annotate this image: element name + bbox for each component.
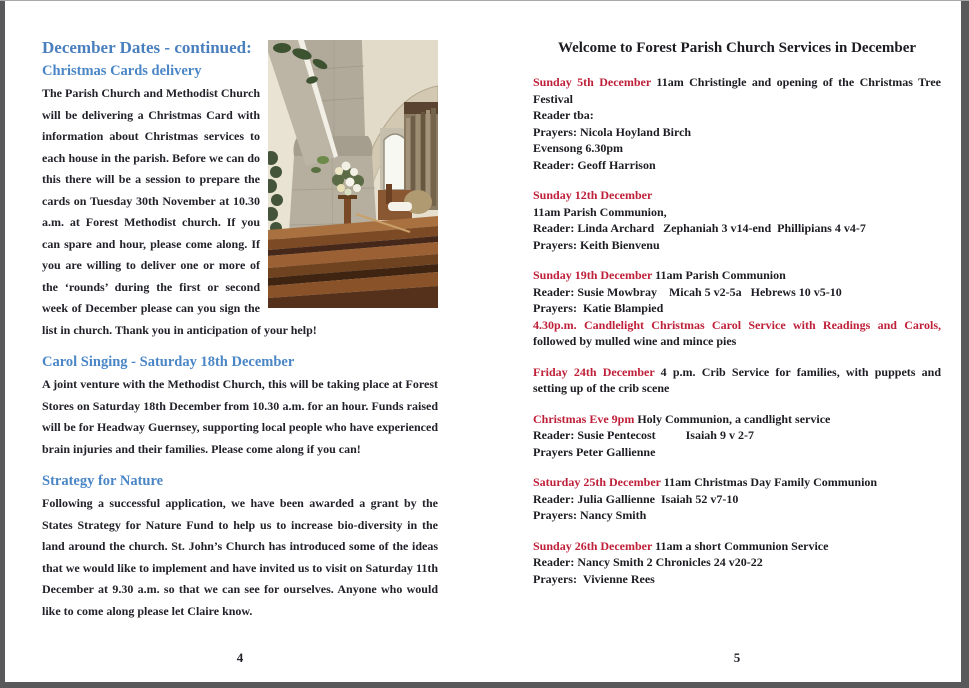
service-line <box>533 317 947 350</box>
service-line <box>533 204 941 221</box>
service-line <box>533 284 941 301</box>
service-line <box>533 507 941 524</box>
service-line <box>533 74 944 107</box>
service-detail-text: Prayers: Katie Blampied <box>533 301 664 315</box>
service-line <box>533 107 941 124</box>
service-detail-text: Prayers: Vivienne Rees <box>533 571 655 586</box>
service-entry <box>533 411 941 461</box>
service-date-red-text: 4.30p.m. Candlelight Christmas Carol Service with Readings and Carols, <box>533 317 944 332</box>
service-detail-text: 11am a short Communion Service <box>655 538 829 553</box>
service-date-red-text: Sunday 26th December <box>533 538 656 553</box>
service-detail-text: Reader: Linda Archard Zephaniah 3 v14-end Phillipians 4 v4-7 <box>533 221 866 235</box>
frame-edge-left <box>0 0 5 688</box>
service-line <box>533 364 944 397</box>
service-detail-text: Reader: Geoff Harrison <box>533 157 656 172</box>
service-detail-text: Holy Communion, a candlight service <box>637 411 831 426</box>
section-body: The Parish Church and Methodist Church will be delivering a Christmas Card with information about Christmas services to each house in the parish. Before we can do this there will be a session to prepare the cards on Tuesday 30th November at 10.30 a.m. at Forest Methodist church. If you can spare and hour, please come along. If you are willing to deliver one or more of the ‘rounds’ during the first or second week of December please can you sign the list in church. Thank you in anticipation of your help! <box>42 86 317 337</box>
service-line <box>533 267 941 284</box>
service-entry <box>533 364 944 397</box>
section-heading: Strategy for Nature <box>42 473 164 489</box>
service-detail-text: 11am Christingle and opening of the Christmas Tree Festival <box>533 75 944 106</box>
service-date-red-text: Friday 24th December <box>533 364 661 379</box>
service-detail-text: Reader: Julia Gallienne Isaiah 52 v7-10 <box>533 491 739 506</box>
service-line <box>533 157 941 174</box>
service-line <box>533 444 941 461</box>
service-entry <box>533 74 944 173</box>
service-line <box>533 220 941 237</box>
service-line <box>533 474 941 491</box>
service-detail-text: 11am Parish Communion, <box>533 204 667 219</box>
frame-edge-right <box>961 0 969 688</box>
service-detail-text: 11am Parish Communion <box>655 268 786 282</box>
service-date-red-text: Sunday 5th December <box>533 75 657 89</box>
service-detail-text: Reader: Nancy Smith 2 Chronicles 24 v20-22 <box>533 555 763 569</box>
service-line <box>533 571 941 588</box>
section-body: Following a successful application, we have been awarded a grant by the States Strategy for Nature Fund to help us to increase bio-diversity in the land around the church. St. John’s Church has introduced some of the ideas that we would like to implement and have invited us to visit on Saturday 11th December at 9.30 a.m. so that we can see for ourselves. Anyone who would like to come along please let Claire know. <box>42 496 438 618</box>
service-line <box>533 427 941 444</box>
service-date-red-text: Sunday 12th December <box>533 188 653 202</box>
service-detail-text: Prayers: Nicola Hoyland Birch <box>533 124 692 139</box>
service-line <box>533 300 941 317</box>
service-line <box>533 124 941 141</box>
church-interior-photo <box>268 40 438 308</box>
left-page-heading: December Dates - continued: <box>42 38 252 57</box>
section-body: A joint venture with the Methodist Church, this will be taking place at Forest Stores on Saturday 18th December from 10.30 a.m. for an hour. Funds raised will be for Headway Guernsey, supporting local people who have experienced brain injuries and their families. Please come along if you can! <box>42 377 438 456</box>
section-heading: Christmas Cards delivery <box>42 63 202 79</box>
service-detail-text: Reader: Susie Mowbray Micah 5 v2-5a Hebrews 10 v5-10 <box>533 284 842 299</box>
service-line <box>533 554 941 571</box>
service-date-red-text: Christmas Eve 9pm <box>533 411 638 426</box>
service-date-red-text: Sunday 19th December <box>533 268 656 282</box>
section-heading: Carol Singing - Saturday 18th December <box>42 354 295 370</box>
page-number-right: 5 <box>733 650 741 665</box>
service-line <box>533 187 941 204</box>
church-interior-illustration <box>268 40 438 308</box>
service-date-red-text: Saturday 25th December <box>533 475 664 489</box>
service-entry <box>533 474 941 524</box>
service-entry <box>533 538 941 588</box>
service-detail-text: 11am Christmas Day Family Communion <box>663 475 878 489</box>
service-entry <box>533 267 947 350</box>
frame-edge-bottom <box>0 682 969 688</box>
frame-edge-top <box>0 0 969 1</box>
service-detail-text: 4 p.m. Crib Service for families, with puppets and setting up of the crib scene <box>533 364 944 395</box>
service-detail-text: Reader tba: <box>533 108 594 122</box>
service-line <box>533 411 941 428</box>
service-detail-text: Prayers: Nancy Smith <box>533 508 647 522</box>
right-page-title: Welcome to Forest Parish Church Services in December <box>557 40 917 56</box>
service-detail-text: Evensong 6.30pm <box>533 141 624 155</box>
service-detail-text: Prayers Peter Gallienne <box>533 444 656 459</box>
service-detail-text: followed by mulled wine and mince pies <box>533 317 947 348</box>
service-line <box>533 538 941 555</box>
service-line <box>533 491 941 508</box>
right-page <box>533 38 947 678</box>
page-number-left: 4 <box>236 650 244 665</box>
service-detail-text: Reader: Susie Pentecost Isaiah 9 v 2-7 <box>533 428 754 442</box>
services-list <box>533 74 947 587</box>
left-page <box>42 38 438 678</box>
service-line <box>533 237 941 254</box>
service-detail-text: Prayers: Keith Bienvenu <box>533 237 660 252</box>
service-line <box>533 140 941 157</box>
service-entry <box>533 187 941 253</box>
